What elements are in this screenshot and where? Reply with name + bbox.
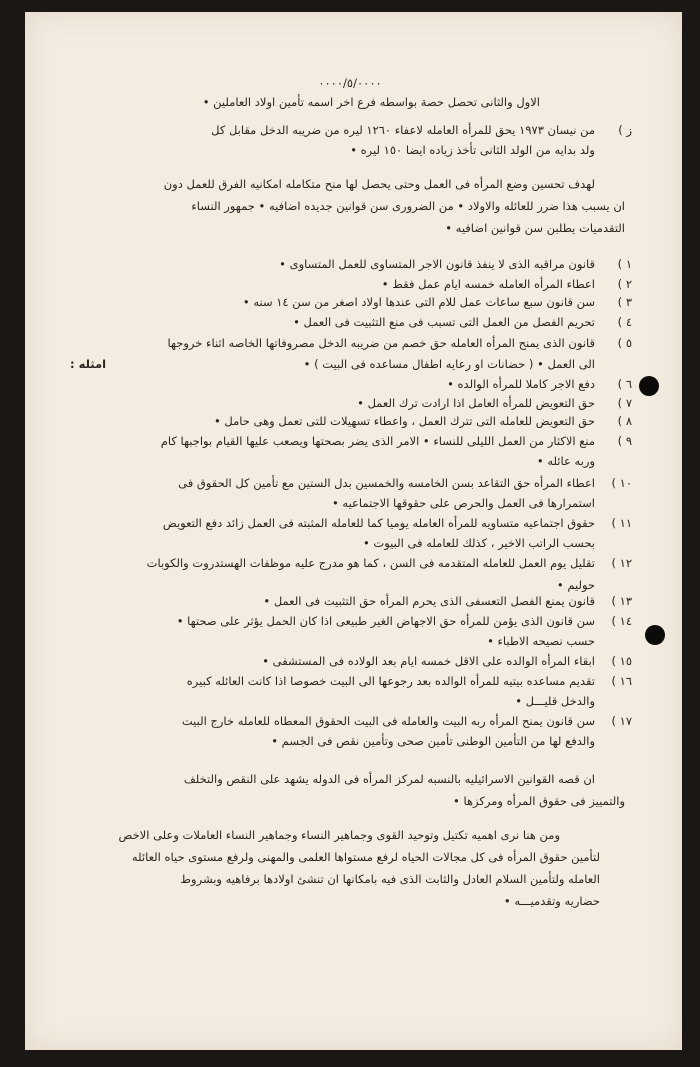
item-line: حقوق اجتماعيه متساويه للمرأه العامله يوميا كما للعامله المثبته فى العمل زائد دفع التعويض [162,516,595,530]
item-line: منع الاكثار من العمل الليلى للنساء • الامر الذى يضر بصحتها ويصعب عليها القيام بواجبها كام [160,434,595,448]
handwritten-note: امثله : [70,357,107,371]
item-line: قانون الذى يمنح المرأه العامله حق خصم من ضريبه الدخل مصروفاتها الخاصه اثناء خروجها [167,336,595,350]
item-number: ١٢ ) [611,556,632,570]
item-line: تقليل يوم العمل للعامله المتقدمه فى السن ، كما هو مدرج عليه موظفات الهستدروت والكوبات [146,556,595,570]
punch-hole [645,625,665,645]
item-line: استمرارها فى العمل والحرص على حقوقها الاجتماعيه • [331,496,595,510]
item-line: سن قانون سبع ساعات عمل للام التى عندها اولاد اصغر من سن ١٤ سنه • [242,295,595,309]
paragraph-line: العامله ولتأمين السلام العادل والثابت الذى فيه بامكانها ان تنشئ اولادها برفاهيه وبشروط [180,872,600,886]
punch-hole [639,376,659,396]
item-line: تقديم مساعده بيتيه للمرأه الوالده بعد رجوعها الى البيت خصوصا اذا كانت العائله كبيره [186,674,595,688]
item-line: سن قانون يمنح المرأه ربه البيت والعامله فى البيت الحقوق المعطاه للعامله خارج البيت [181,714,595,728]
intro-line: من نيسان ١٩٧٣ يحق للمرأه العامله لاعفاء ١٢٦٠ ليره من ضريبه الدخل مقابل كل [211,123,595,137]
paragraph-line: حضاريه وتقدميـــه • [503,894,600,908]
item-number: ز ) [618,123,632,137]
item-number: ١٠ ) [611,476,632,490]
item-number: ١٤ ) [611,614,632,628]
item-number: ٥ ) [617,336,632,350]
item-line: سن قانون الذى يؤمن للمرأه حق الاجهاض الغير طبيعى اذا كان الحمل يؤثر على صحتها • [176,614,595,628]
item-line: حق التعويض للمرأه العامل اذا ارادت ترك العمل • [357,396,595,410]
paragraph-line: لهدف تحسين وضع المرأه فى العمل وحتى يحصل لها منح متكامله امكانيه الفرق للعمل دون [163,177,595,191]
item-line: والدفع لها من التأمين الوطنى تأمين صحى وتأمين نقص فى الجسم • [271,734,595,748]
item-line: بحسب الراتب الاخير ، كذلك للعامله فى البيوت • [362,536,595,550]
item-line: حسب نصيحه الاطباء • [487,634,595,648]
item-number: ١ ) [617,257,632,271]
paragraph-line: ان يسبب هذا ضرر للعائله والاولاد • من الضرورى سن قوانين جديده اضافيه • جمهور النساء [191,199,625,213]
item-line: ابقاء المرأه الوالده على الاقل خمسه ايام بعد الولاده فى المستشفى • [262,654,595,668]
intro-line: الاول والثانى تحصل حصة بواسطه فرع اخر اسمه تأمين اولاد العاملين • [202,95,540,109]
item-line: حوليم • [556,578,595,592]
paragraph-line: ومن هنا نرى اهميه تكتيل وتوحيد القوى وجماهير النساء وجماهير النساء العاملات وعلى الاخص [118,828,560,842]
item-number: ٣ ) [617,295,632,309]
item-line: قانون يمنع الفصل التعسفى الذى يحرم المرأه حق التثبيت فى العمل • [263,594,595,608]
item-number: ٤ ) [617,315,632,329]
paragraph-line: التقدميات يطلبن سن قوانين اضافيه • [445,221,625,235]
item-number: ١٥ ) [611,654,632,668]
item-line: قانون مراقبه الذى لا ينفذ قانون الاجر المتساوى للعمل المتساوى • [279,257,595,271]
intro-line: ولد بدايه من الولد الثانى تأخذ زياده ايضا ١٥٠ ليره • [350,143,595,157]
item-line: والدخل قليـــل • [515,694,595,708]
item-number: ٨ ) [617,414,632,428]
item-number: ٢ ) [617,277,632,291]
item-number: ٦ ) [617,377,632,391]
item-number: ١٦ ) [611,674,632,688]
item-number: ٩ ) [617,434,632,448]
item-number: ١٧ ) [611,714,632,728]
item-line: وربه عائله • [536,454,595,468]
reference-number: ٠٠٠٠/٥/٠٠٠٠ [318,76,382,90]
item-line: دفع الاجر كاملا للمرأه الوالده • [447,377,595,391]
paragraph-line: ان قصه القوانين الاسرائيليه بالنسبه لمركز المرأه فى الدوله يشهد على النقص والتخلف [183,772,595,786]
paragraph-line: والتمييز فى حقوق المرأه ومركزها • [453,794,625,808]
item-line: تحريم الفصل من العمل التى تسبب فى منع التثبيت فى العمل • [293,315,595,329]
paragraph-line: لتأمين حقوق المرأه فى كل مجالات الحياه لرفع مستواها العلمى والمهنى ولرفع مستوى حياه العائله [131,850,600,864]
item-line: اعطاء المرأه حق التقاعد بسن الخامسه والخمسين بدل الستين مع تأمين كل الحقوق فى [178,476,595,490]
item-number: ١١ ) [611,516,632,530]
item-number: ٧ ) [617,396,632,410]
item-line: اعطاء المرأه العامله خمسه ايام عمل فقط • [381,277,595,291]
item-line: الى العمل • ( حضانات او رعايه اطفال مساعده فى البيت ) • [303,357,595,371]
item-line: حق التعويض للعامله التى تترك العمل ، واعطاء تسهيلات للتى تعمل وهى حامل • [213,414,595,428]
item-number: ١٣ ) [611,594,632,608]
